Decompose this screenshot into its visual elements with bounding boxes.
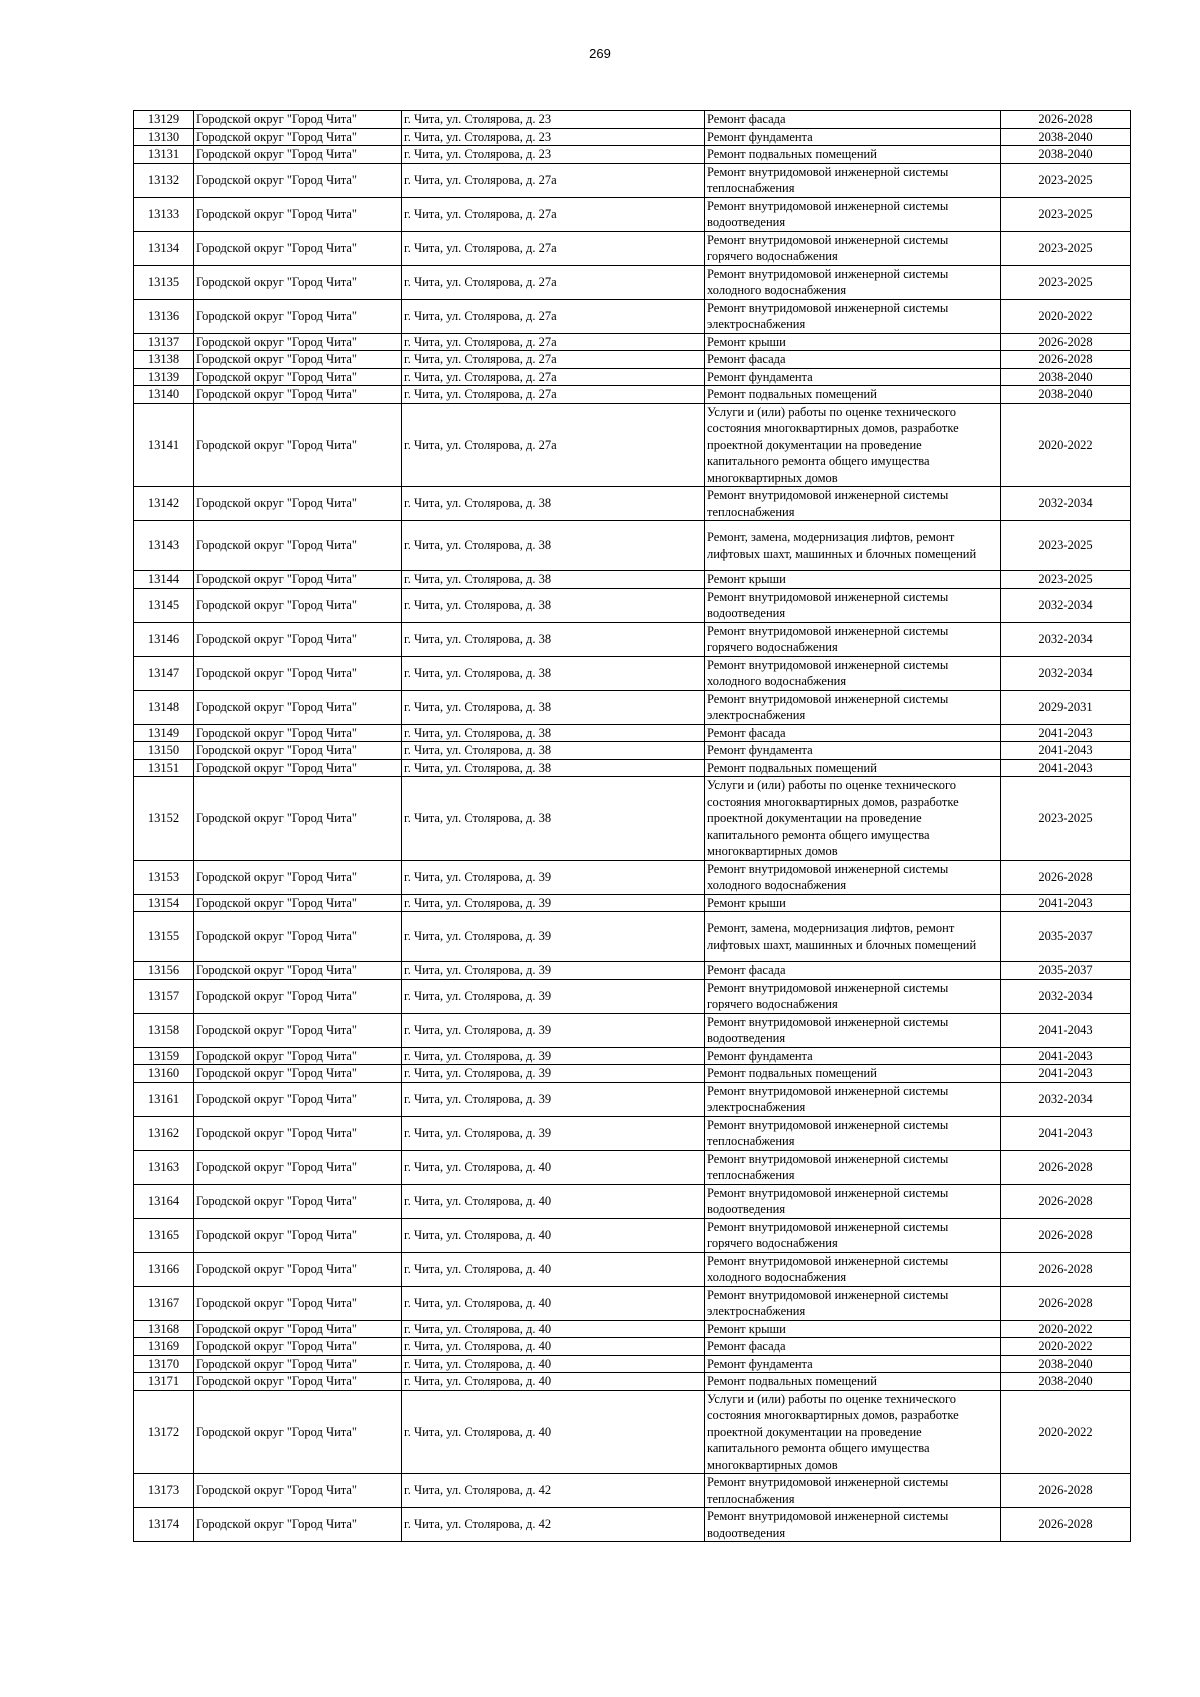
municipality-cell: Городской округ "Город Чита" bbox=[194, 1116, 402, 1150]
work-type-cell: Ремонт фасада bbox=[705, 1338, 1001, 1356]
municipality-cell: Городской округ "Город Чита" bbox=[194, 1390, 402, 1474]
table-row bbox=[134, 894, 1131, 912]
row-number: 13130 bbox=[134, 128, 194, 146]
municipality-cell: Городской округ "Город Чита" bbox=[194, 1082, 402, 1116]
address-cell: г. Чита, ул. Столярова, д. 38 bbox=[402, 622, 705, 656]
work-type-cell: Ремонт фундамента bbox=[705, 742, 1001, 760]
table-row bbox=[134, 742, 1131, 760]
row-number: 13150 bbox=[134, 742, 194, 760]
row-number: 13146 bbox=[134, 622, 194, 656]
table-row bbox=[134, 487, 1131, 521]
row-number: 13148 bbox=[134, 690, 194, 724]
address-cell: г. Чита, ул. Столярова, д. 40 bbox=[402, 1390, 705, 1474]
work-type-cell: Ремонт подвальных помещений bbox=[705, 386, 1001, 404]
municipality-cell: Городской округ "Город Чита" bbox=[194, 742, 402, 760]
work-type-cell: Ремонт внутридомовой инженерной системы теплоснабжения bbox=[705, 1474, 1001, 1508]
work-type-cell: Ремонт внутридомовой инженерной системы электроснабжения bbox=[705, 299, 1001, 333]
address-cell: г. Чита, ул. Столярова, д. 42 bbox=[402, 1508, 705, 1542]
table-row bbox=[134, 333, 1131, 351]
address-cell: г. Чита, ул. Столярова, д. 38 bbox=[402, 690, 705, 724]
row-number: 13166 bbox=[134, 1252, 194, 1286]
work-type-cell: Ремонт крыши bbox=[705, 1320, 1001, 1338]
row-number: 13149 bbox=[134, 724, 194, 742]
period-cell: 2026-2028 bbox=[1001, 1286, 1131, 1320]
table-row bbox=[134, 724, 1131, 742]
work-type-cell: Ремонт внутридомовой инженерной системы водоотведения bbox=[705, 197, 1001, 231]
work-type-cell: Ремонт внутридомовой инженерной системы водоотведения bbox=[705, 1184, 1001, 1218]
period-cell: 2041-2043 bbox=[1001, 1047, 1131, 1065]
row-number: 13163 bbox=[134, 1150, 194, 1184]
table-row bbox=[134, 128, 1131, 146]
municipality-cell: Городской округ "Город Чита" bbox=[194, 1286, 402, 1320]
municipality-cell: Городской округ "Город Чита" bbox=[194, 403, 402, 487]
period-cell: 2026-2028 bbox=[1001, 111, 1131, 129]
work-type-cell: Ремонт внутридомовой инженерной системы теплоснабжения bbox=[705, 487, 1001, 521]
table-row bbox=[134, 403, 1131, 487]
period-cell: 2020-2022 bbox=[1001, 1390, 1131, 1474]
municipality-cell: Городской округ "Город Чита" bbox=[194, 333, 402, 351]
period-cell: 2026-2028 bbox=[1001, 1150, 1131, 1184]
period-cell: 2032-2034 bbox=[1001, 979, 1131, 1013]
row-number: 13165 bbox=[134, 1218, 194, 1252]
table-row bbox=[134, 912, 1131, 962]
address-cell: г. Чита, ул. Столярова, д. 38 bbox=[402, 759, 705, 777]
table-row bbox=[134, 299, 1131, 333]
address-cell: г. Чита, ул. Столярова, д. 40 bbox=[402, 1184, 705, 1218]
row-number: 13173 bbox=[134, 1474, 194, 1508]
table-row bbox=[134, 1320, 1131, 1338]
period-cell: 2020-2022 bbox=[1001, 299, 1131, 333]
row-number: 13174 bbox=[134, 1508, 194, 1542]
address-cell: г. Чита, ул. Столярова, д. 40 bbox=[402, 1373, 705, 1391]
work-type-cell: Ремонт внутридомовой инженерной системы теплоснабжения bbox=[705, 1150, 1001, 1184]
work-type-cell: Ремонт внутридомовой инженерной системы водоотведения bbox=[705, 1508, 1001, 1542]
address-cell: г. Чита, ул. Столярова, д. 39 bbox=[402, 962, 705, 980]
period-cell: 2041-2043 bbox=[1001, 759, 1131, 777]
table-row bbox=[134, 163, 1131, 197]
address-cell: г. Чита, ул. Столярова, д. 27а bbox=[402, 163, 705, 197]
address-cell: г. Чита, ул. Столярова, д. 27а bbox=[402, 231, 705, 265]
municipality-cell: Городской округ "Город Чита" bbox=[194, 1013, 402, 1047]
capital-repair-table bbox=[133, 110, 1131, 1542]
address-cell: г. Чита, ул. Столярова, д. 40 bbox=[402, 1355, 705, 1373]
row-number: 13154 bbox=[134, 894, 194, 912]
row-number: 13143 bbox=[134, 521, 194, 571]
work-type-cell: Ремонт фасада bbox=[705, 351, 1001, 369]
municipality-cell: Городской округ "Город Чита" bbox=[194, 622, 402, 656]
municipality-cell: Городской округ "Город Чита" bbox=[194, 1320, 402, 1338]
municipality-cell: Городской округ "Город Чита" bbox=[194, 1355, 402, 1373]
municipality-cell: Городской округ "Город Чита" bbox=[194, 351, 402, 369]
period-cell: 2026-2028 bbox=[1001, 351, 1131, 369]
row-number: 13147 bbox=[134, 656, 194, 690]
table-row bbox=[134, 146, 1131, 164]
address-cell: г. Чита, ул. Столярова, д. 27а bbox=[402, 351, 705, 369]
municipality-cell: Городской округ "Город Чита" bbox=[194, 979, 402, 1013]
period-cell: 2026-2028 bbox=[1001, 1252, 1131, 1286]
period-cell: 2026-2028 bbox=[1001, 1218, 1131, 1252]
table-row bbox=[134, 231, 1131, 265]
municipality-cell: Городской округ "Город Чита" bbox=[194, 1065, 402, 1083]
period-cell: 2041-2043 bbox=[1001, 724, 1131, 742]
table-row bbox=[134, 1184, 1131, 1218]
work-type-cell: Ремонт внутридомовой инженерной системы холодного водоснабжения bbox=[705, 1252, 1001, 1286]
work-type-cell: Ремонт внутридомовой инженерной системы горячего водоснабжения bbox=[705, 231, 1001, 265]
municipality-cell: Городской округ "Город Чита" bbox=[194, 588, 402, 622]
address-cell: г. Чита, ул. Столярова, д. 27а bbox=[402, 333, 705, 351]
period-cell: 2020-2022 bbox=[1001, 1320, 1131, 1338]
address-cell: г. Чита, ул. Столярова, д. 39 bbox=[402, 979, 705, 1013]
row-number: 13172 bbox=[134, 1390, 194, 1474]
row-number: 13131 bbox=[134, 146, 194, 164]
address-cell: г. Чита, ул. Столярова, д. 38 bbox=[402, 777, 705, 861]
municipality-cell: Городской округ "Город Чита" bbox=[194, 521, 402, 571]
address-cell: г. Чита, ул. Столярова, д. 40 bbox=[402, 1252, 705, 1286]
work-type-cell: Ремонт внутридомовой инженерной системы водоотведения bbox=[705, 588, 1001, 622]
address-cell: г. Чита, ул. Столярова, д. 38 bbox=[402, 487, 705, 521]
work-type-cell: Ремонт фундамента bbox=[705, 1047, 1001, 1065]
table-row bbox=[134, 1150, 1131, 1184]
table-body bbox=[134, 111, 1131, 1542]
work-type-cell: Ремонт, замена, модернизация лифтов, ремонт лифтовых шахт, машинных и блочных помещений bbox=[705, 912, 1001, 962]
municipality-cell: Городской округ "Город Чита" bbox=[194, 724, 402, 742]
table-row bbox=[134, 1338, 1131, 1356]
period-cell: 2023-2025 bbox=[1001, 163, 1131, 197]
municipality-cell: Городской округ "Город Чита" bbox=[194, 368, 402, 386]
address-cell: г. Чита, ул. Столярова, д. 27а bbox=[402, 386, 705, 404]
row-number: 13129 bbox=[134, 111, 194, 129]
work-type-cell: Ремонт подвальных помещений bbox=[705, 146, 1001, 164]
period-cell: 2038-2040 bbox=[1001, 1355, 1131, 1373]
address-cell: г. Чита, ул. Столярова, д. 42 bbox=[402, 1474, 705, 1508]
work-type-cell: Ремонт внутридомовой инженерной системы горячего водоснабжения bbox=[705, 622, 1001, 656]
municipality-cell: Городской округ "Город Чита" bbox=[194, 146, 402, 164]
municipality-cell: Городской округ "Город Чита" bbox=[194, 299, 402, 333]
row-number: 13164 bbox=[134, 1184, 194, 1218]
row-number: 13159 bbox=[134, 1047, 194, 1065]
municipality-cell: Городской округ "Город Чита" bbox=[194, 860, 402, 894]
row-number: 13169 bbox=[134, 1338, 194, 1356]
table-row bbox=[134, 1218, 1131, 1252]
row-number: 13137 bbox=[134, 333, 194, 351]
table-row bbox=[134, 979, 1131, 1013]
period-cell: 2035-2037 bbox=[1001, 912, 1131, 962]
table-row bbox=[134, 656, 1131, 690]
period-cell: 2023-2025 bbox=[1001, 231, 1131, 265]
address-cell: г. Чита, ул. Столярова, д. 39 bbox=[402, 1047, 705, 1065]
work-type-cell: Ремонт внутридомовой инженерной системы холодного водоснабжения bbox=[705, 860, 1001, 894]
municipality-cell: Городской округ "Город Чита" bbox=[194, 128, 402, 146]
row-number: 13156 bbox=[134, 962, 194, 980]
row-number: 13132 bbox=[134, 163, 194, 197]
table-row bbox=[134, 690, 1131, 724]
period-cell: 2032-2034 bbox=[1001, 487, 1131, 521]
row-number: 13142 bbox=[134, 487, 194, 521]
period-cell: 2026-2028 bbox=[1001, 1508, 1131, 1542]
municipality-cell: Городской округ "Город Чита" bbox=[194, 571, 402, 589]
work-type-cell: Ремонт внутридомовой инженерной системы водоотведения bbox=[705, 1013, 1001, 1047]
municipality-cell: Городской округ "Город Чита" bbox=[194, 1474, 402, 1508]
municipality-cell: Городской округ "Город Чита" bbox=[194, 1338, 402, 1356]
table-row bbox=[134, 351, 1131, 369]
address-cell: г. Чита, ул. Столярова, д. 27а bbox=[402, 299, 705, 333]
municipality-cell: Городской округ "Город Чита" bbox=[194, 1150, 402, 1184]
table-row bbox=[134, 1286, 1131, 1320]
municipality-cell: Городской округ "Город Чита" bbox=[194, 1047, 402, 1065]
table-row bbox=[134, 1013, 1131, 1047]
address-cell: г. Чита, ул. Столярова, д. 40 bbox=[402, 1338, 705, 1356]
work-type-cell: Ремонт крыши bbox=[705, 894, 1001, 912]
period-cell: 2041-2043 bbox=[1001, 1013, 1131, 1047]
period-cell: 2032-2034 bbox=[1001, 622, 1131, 656]
address-cell: г. Чита, ул. Столярова, д. 40 bbox=[402, 1218, 705, 1252]
address-cell: г. Чита, ул. Столярова, д. 39 bbox=[402, 912, 705, 962]
address-cell: г. Чита, ул. Столярова, д. 38 bbox=[402, 656, 705, 690]
work-type-cell: Услуги и (или) работы по оценке технического состояния многоквартирных домов, разработке проектной документации на проведение капитального ремонта общего имущества многоквартирных домов bbox=[705, 403, 1001, 487]
work-type-cell: Ремонт фундамента bbox=[705, 1355, 1001, 1373]
table-row bbox=[134, 588, 1131, 622]
municipality-cell: Городской округ "Город Чита" bbox=[194, 1218, 402, 1252]
address-cell: г. Чита, ул. Столярова, д. 27а bbox=[402, 197, 705, 231]
municipality-cell: Городской округ "Город Чита" bbox=[194, 163, 402, 197]
work-type-cell: Ремонт фасада bbox=[705, 724, 1001, 742]
row-number: 13151 bbox=[134, 759, 194, 777]
work-type-cell: Услуги и (или) работы по оценке технического состояния многоквартирных домов, разработке проектной документации на проведение капитального ремонта общего имущества многоквартирных домов bbox=[705, 1390, 1001, 1474]
period-cell: 2035-2037 bbox=[1001, 962, 1131, 980]
period-cell: 2032-2034 bbox=[1001, 656, 1131, 690]
period-cell: 2038-2040 bbox=[1001, 146, 1131, 164]
table-row bbox=[134, 1474, 1131, 1508]
row-number: 13161 bbox=[134, 1082, 194, 1116]
work-type-cell: Ремонт внутридомовой инженерной системы горячего водоснабжения bbox=[705, 979, 1001, 1013]
table-row bbox=[134, 265, 1131, 299]
work-type-cell: Ремонт фундамента bbox=[705, 128, 1001, 146]
work-type-cell: Ремонт внутридомовой инженерной системы теплоснабжения bbox=[705, 1116, 1001, 1150]
period-cell: 2026-2028 bbox=[1001, 860, 1131, 894]
address-cell: г. Чита, ул. Столярова, д. 39 bbox=[402, 1082, 705, 1116]
row-number: 13145 bbox=[134, 588, 194, 622]
work-type-cell: Ремонт фасада bbox=[705, 962, 1001, 980]
municipality-cell: Городской округ "Город Чита" bbox=[194, 1184, 402, 1218]
address-cell: г. Чита, ул. Столярова, д. 23 bbox=[402, 111, 705, 129]
table-row bbox=[134, 1373, 1131, 1391]
address-cell: г. Чита, ул. Столярова, д. 23 bbox=[402, 128, 705, 146]
row-number: 13167 bbox=[134, 1286, 194, 1320]
work-type-cell: Ремонт внутридомовой инженерной системы холодного водоснабжения bbox=[705, 265, 1001, 299]
period-cell: 2023-2025 bbox=[1001, 265, 1131, 299]
municipality-cell: Городской округ "Город Чита" bbox=[194, 1373, 402, 1391]
period-cell: 2023-2025 bbox=[1001, 571, 1131, 589]
period-cell: 2038-2040 bbox=[1001, 368, 1131, 386]
table-row bbox=[134, 777, 1131, 861]
table-row bbox=[134, 622, 1131, 656]
address-cell: г. Чита, ул. Столярова, д. 39 bbox=[402, 860, 705, 894]
period-cell: 2041-2043 bbox=[1001, 742, 1131, 760]
period-cell: 2041-2043 bbox=[1001, 1116, 1131, 1150]
work-type-cell: Ремонт внутридомовой инженерной системы электроснабжения bbox=[705, 1082, 1001, 1116]
page-number: 269 bbox=[589, 46, 611, 61]
address-cell: г. Чита, ул. Столярова, д. 40 bbox=[402, 1320, 705, 1338]
row-number: 13152 bbox=[134, 777, 194, 861]
address-cell: г. Чита, ул. Столярова, д. 38 bbox=[402, 742, 705, 760]
period-cell: 2032-2034 bbox=[1001, 588, 1131, 622]
table-row bbox=[134, 1355, 1131, 1373]
address-cell: г. Чита, ул. Столярова, д. 27а bbox=[402, 265, 705, 299]
municipality-cell: Городской округ "Город Чита" bbox=[194, 265, 402, 299]
work-type-cell: Ремонт подвальных помещений bbox=[705, 759, 1001, 777]
table-row bbox=[134, 1065, 1131, 1083]
row-number: 13170 bbox=[134, 1355, 194, 1373]
row-number: 13136 bbox=[134, 299, 194, 333]
work-type-cell: Ремонт крыши bbox=[705, 571, 1001, 589]
table-row bbox=[134, 1047, 1131, 1065]
municipality-cell: Городской округ "Город Чита" bbox=[194, 777, 402, 861]
period-cell: 2038-2040 bbox=[1001, 1373, 1131, 1391]
table-row bbox=[134, 1116, 1131, 1150]
municipality-cell: Городской округ "Город Чита" bbox=[194, 894, 402, 912]
period-cell: 2026-2028 bbox=[1001, 1474, 1131, 1508]
row-number: 13139 bbox=[134, 368, 194, 386]
work-type-cell: Ремонт фундамента bbox=[705, 368, 1001, 386]
municipality-cell: Городской округ "Город Чита" bbox=[194, 962, 402, 980]
work-type-cell: Ремонт внутридомовой инженерной системы холодного водоснабжения bbox=[705, 656, 1001, 690]
address-cell: г. Чита, ул. Столярова, д. 23 bbox=[402, 146, 705, 164]
period-cell: 2041-2043 bbox=[1001, 894, 1131, 912]
table-row bbox=[134, 197, 1131, 231]
row-number: 13171 bbox=[134, 1373, 194, 1391]
row-number: 13134 bbox=[134, 231, 194, 265]
table-row bbox=[134, 1390, 1131, 1474]
municipality-cell: Городской округ "Город Чита" bbox=[194, 1252, 402, 1286]
period-cell: 2026-2028 bbox=[1001, 333, 1131, 351]
period-cell: 2041-2043 bbox=[1001, 1065, 1131, 1083]
municipality-cell: Городской округ "Город Чита" bbox=[194, 656, 402, 690]
work-type-cell: Ремонт подвальных помещений bbox=[705, 1065, 1001, 1083]
municipality-cell: Городской округ "Город Чита" bbox=[194, 1508, 402, 1542]
work-type-cell: Ремонт внутридомовой инженерной системы теплоснабжения bbox=[705, 163, 1001, 197]
address-cell: г. Чита, ул. Столярова, д. 27а bbox=[402, 403, 705, 487]
work-type-cell: Ремонт подвальных помещений bbox=[705, 1373, 1001, 1391]
row-number: 13138 bbox=[134, 351, 194, 369]
work-type-cell: Ремонт внутридомовой инженерной системы электроснабжения bbox=[705, 1286, 1001, 1320]
table-row bbox=[134, 759, 1131, 777]
row-number: 13135 bbox=[134, 265, 194, 299]
municipality-cell: Городской округ "Город Чита" bbox=[194, 487, 402, 521]
table-row bbox=[134, 368, 1131, 386]
table-row bbox=[134, 386, 1131, 404]
period-cell: 2029-2031 bbox=[1001, 690, 1131, 724]
row-number: 13158 bbox=[134, 1013, 194, 1047]
table-row bbox=[134, 860, 1131, 894]
address-cell: г. Чита, ул. Столярова, д. 39 bbox=[402, 1116, 705, 1150]
period-cell: 2023-2025 bbox=[1001, 777, 1131, 861]
address-cell: г. Чита, ул. Столярова, д. 39 bbox=[402, 894, 705, 912]
period-cell: 2038-2040 bbox=[1001, 128, 1131, 146]
period-cell: 2023-2025 bbox=[1001, 521, 1131, 571]
table-row bbox=[134, 1082, 1131, 1116]
work-type-cell: Ремонт, замена, модернизация лифтов, ремонт лифтовых шахт, машинных и блочных помещений bbox=[705, 521, 1001, 571]
row-number: 13168 bbox=[134, 1320, 194, 1338]
address-cell: г. Чита, ул. Столярова, д. 38 bbox=[402, 588, 705, 622]
table-row bbox=[134, 962, 1131, 980]
period-cell: 2026-2028 bbox=[1001, 1184, 1131, 1218]
work-type-cell: Ремонт крыши bbox=[705, 333, 1001, 351]
address-cell: г. Чита, ул. Столярова, д. 27а bbox=[402, 368, 705, 386]
table-row bbox=[134, 1252, 1131, 1286]
address-cell: г. Чита, ул. Столярова, д. 38 bbox=[402, 571, 705, 589]
address-cell: г. Чита, ул. Столярова, д. 40 bbox=[402, 1286, 705, 1320]
table-row bbox=[134, 571, 1131, 589]
row-number: 13155 bbox=[134, 912, 194, 962]
row-number: 13144 bbox=[134, 571, 194, 589]
period-cell: 2020-2022 bbox=[1001, 403, 1131, 487]
period-cell: 2023-2025 bbox=[1001, 197, 1131, 231]
work-type-cell: Ремонт фасада bbox=[705, 111, 1001, 129]
row-number: 13141 bbox=[134, 403, 194, 487]
municipality-cell: Городской округ "Город Чита" bbox=[194, 111, 402, 129]
address-cell: г. Чита, ул. Столярова, д. 40 bbox=[402, 1150, 705, 1184]
period-cell: 2020-2022 bbox=[1001, 1338, 1131, 1356]
row-number: 13140 bbox=[134, 386, 194, 404]
municipality-cell: Городской округ "Город Чита" bbox=[194, 690, 402, 724]
row-number: 13160 bbox=[134, 1065, 194, 1083]
table-row bbox=[134, 111, 1131, 129]
municipality-cell: Городской округ "Город Чита" bbox=[194, 197, 402, 231]
municipality-cell: Городской округ "Город Чита" bbox=[194, 231, 402, 265]
period-cell: 2032-2034 bbox=[1001, 1082, 1131, 1116]
work-type-cell: Услуги и (или) работы по оценке технического состояния многоквартирных домов, разработке проектной документации на проведение капитального ремонта общего имущества многоквартирных домов bbox=[705, 777, 1001, 861]
work-type-cell: Ремонт внутридомовой инженерной системы электроснабжения bbox=[705, 690, 1001, 724]
address-cell: г. Чита, ул. Столярова, д. 38 bbox=[402, 724, 705, 742]
row-number: 13162 bbox=[134, 1116, 194, 1150]
table-row bbox=[134, 521, 1131, 571]
table-row bbox=[134, 1508, 1131, 1542]
row-number: 13133 bbox=[134, 197, 194, 231]
municipality-cell: Городской округ "Город Чита" bbox=[194, 912, 402, 962]
period-cell: 2038-2040 bbox=[1001, 386, 1131, 404]
municipality-cell: Городской округ "Город Чита" bbox=[194, 759, 402, 777]
address-cell: г. Чита, ул. Столярова, д. 39 bbox=[402, 1065, 705, 1083]
work-type-cell: Ремонт внутридомовой инженерной системы горячего водоснабжения bbox=[705, 1218, 1001, 1252]
municipality-cell: Городской округ "Город Чита" bbox=[194, 386, 402, 404]
address-cell: г. Чита, ул. Столярова, д. 39 bbox=[402, 1013, 705, 1047]
row-number: 13153 bbox=[134, 860, 194, 894]
address-cell: г. Чита, ул. Столярова, д. 38 bbox=[402, 521, 705, 571]
row-number: 13157 bbox=[134, 979, 194, 1013]
